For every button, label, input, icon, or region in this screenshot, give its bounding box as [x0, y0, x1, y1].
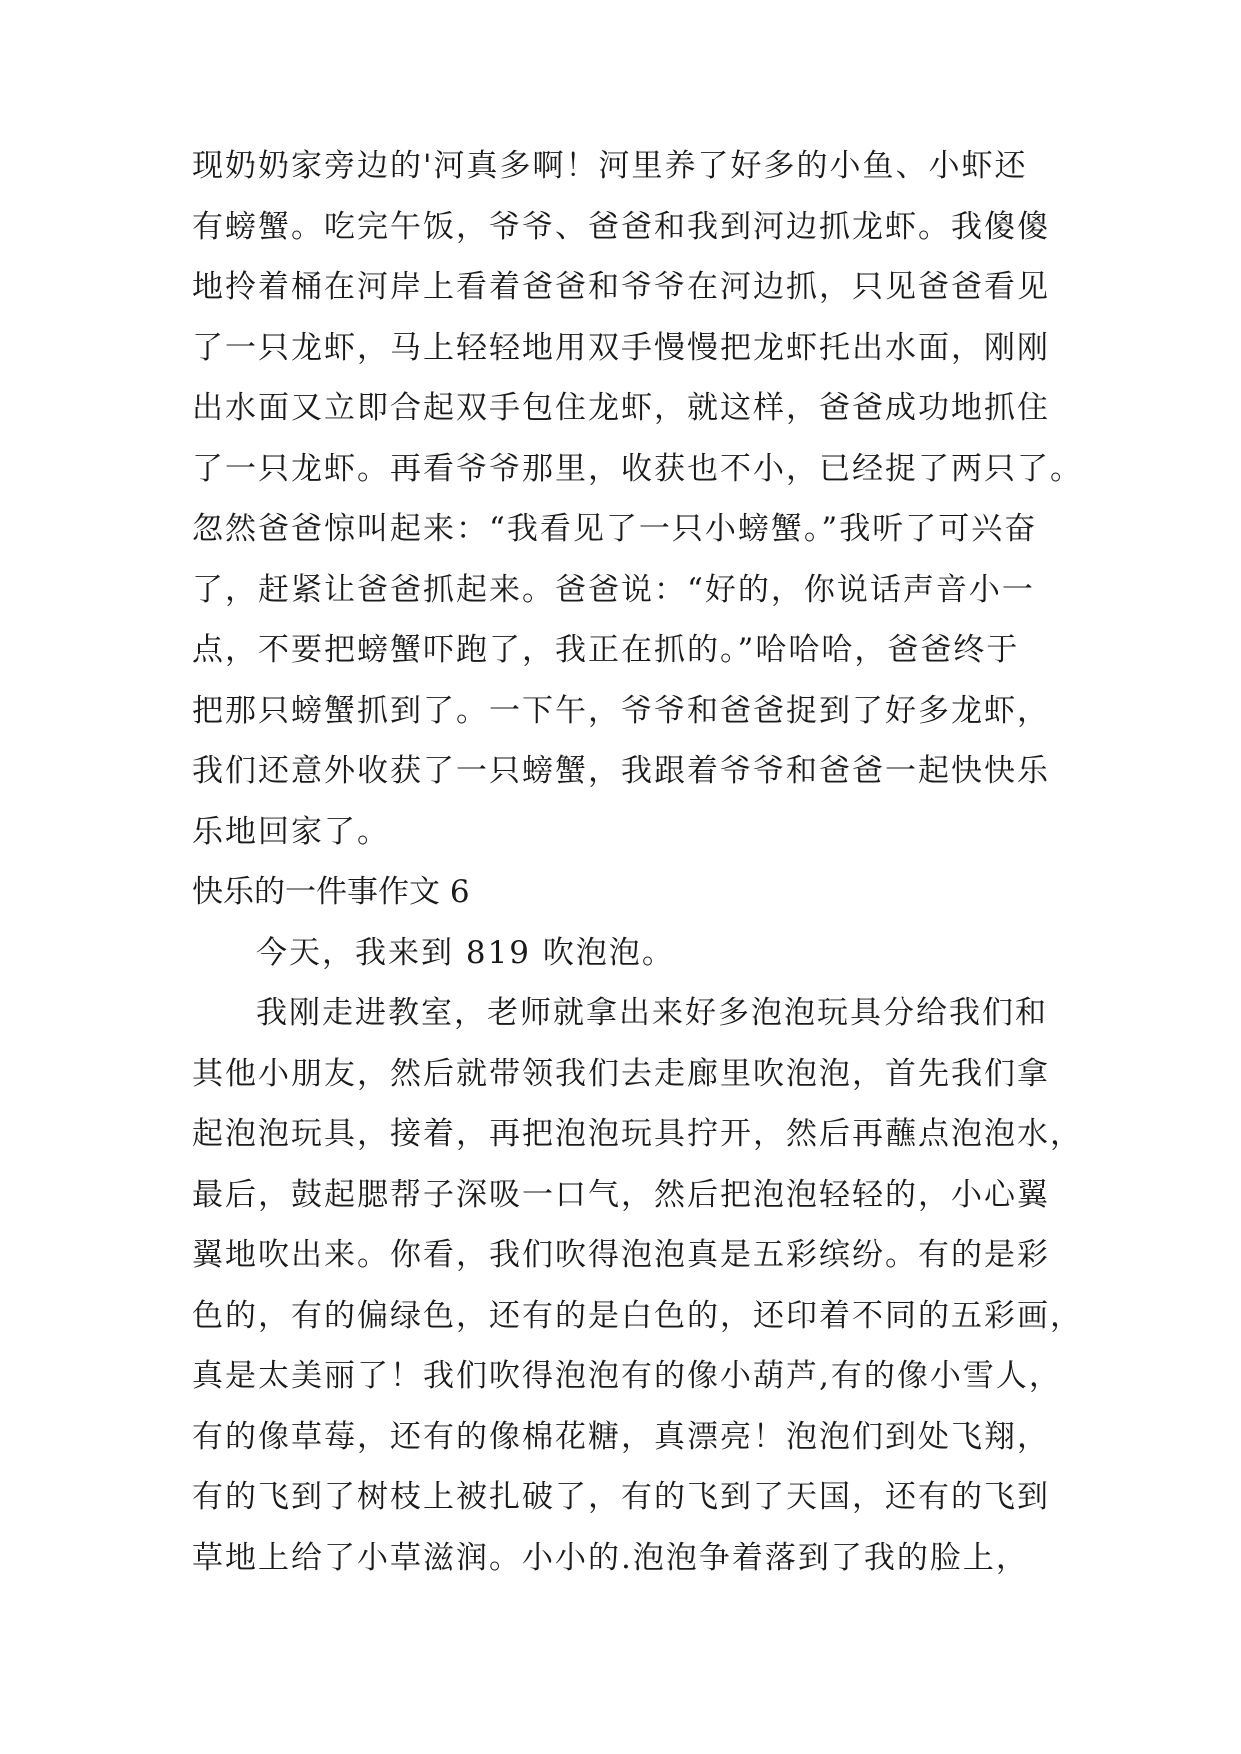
text-line: 忽然爸爸惊叫起来：“我看见了一只小螃蟹。”我听了可兴奋: [192, 511, 1038, 547]
intro-paragraph: 今天，我来到 819 吹泡泡。: [256, 934, 675, 971]
text-line: 有的像草莓，还有的像棉花糖，真漂亮！泡泡们到处飞翔，: [192, 1418, 1050, 1455]
text-line: 了一只龙虾，马上轻轻地用双手慢慢把龙虾托出水面，刚刚: [192, 329, 1050, 366]
text-line: 了一只龙虾。再看爷爷那里，收获也不小，已经捉了两只了。: [192, 450, 1083, 487]
text-line: 点，不要把螃蟹吓跑了，我正在抓的。”哈哈哈，爸爸终于: [192, 632, 1020, 668]
text-line: 出水面又立即合起双手包住龙虾，就这样，爸爸成功地抓住: [192, 390, 1050, 426]
text-line: 地拎着桶在河岸上看着爸爸和爷爷在河边抓，只见爸爸看见: [192, 269, 1050, 305]
text-line: 起泡泡玩具，接着，再把泡泡玩具拧开，然后再蘸点泡泡水，: [192, 1116, 1083, 1152]
text-line: 有的飞到了树枝上被扎破了，有的飞到了天国，还有的飞到: [192, 1479, 1050, 1515]
text-line: 真是太美丽了！我们吹得泡泡有的像小葫芦,有的像小雪人，: [192, 1358, 1062, 1394]
text-line: 有螃蟹。吃完午饭，爷爷、爸爸和我到河边抓龙虾。我傻傻: [192, 208, 1050, 245]
text-line: 了，赶紧让爸爸抓起来。爸爸说：“好的，你说话声音小一: [192, 571, 1035, 608]
text-line: 乐地回家了。: [192, 813, 390, 850]
text-line: 现奶奶家旁边的'河真多啊！河里养了好多的小鱼、小虾还: [192, 148, 1028, 184]
text-line: 草地上给了小草滋润。小小的.泡泡争着落到了我的脸上，: [192, 1539, 1029, 1576]
text-line: 我们还意外收获了一只螃蟹，我跟着爷爷和爸爸一起快快乐: [192, 753, 1050, 789]
essay-heading: 快乐的一件事作文 6: [192, 874, 470, 910]
text-line: 我刚走进教室，老师就拿出来好多泡泡玩具分给我们和: [256, 995, 1048, 1031]
text-line: 其他小朋友，然后就带领我们去走廊里吹泡泡，首先我们拿: [192, 1055, 1050, 1092]
text-line: 翼地吹出来。你看，我们吹得泡泡真是五彩缤纷。有的是彩: [192, 1237, 1050, 1273]
text-line: 色的，有的偏绿色，还有的是白色的，还印着不同的五彩画，: [192, 1297, 1083, 1334]
text-line: 最后，鼓起腮帮子深吸一口气，然后把泡泡轻轻的，小心翼: [192, 1176, 1050, 1213]
document-body: [192, 136, 1082, 1588]
text-line: 把那只螃蟹抓到了。一下午，爷爷和爸爸捉到了好多龙虾，: [192, 692, 1050, 729]
